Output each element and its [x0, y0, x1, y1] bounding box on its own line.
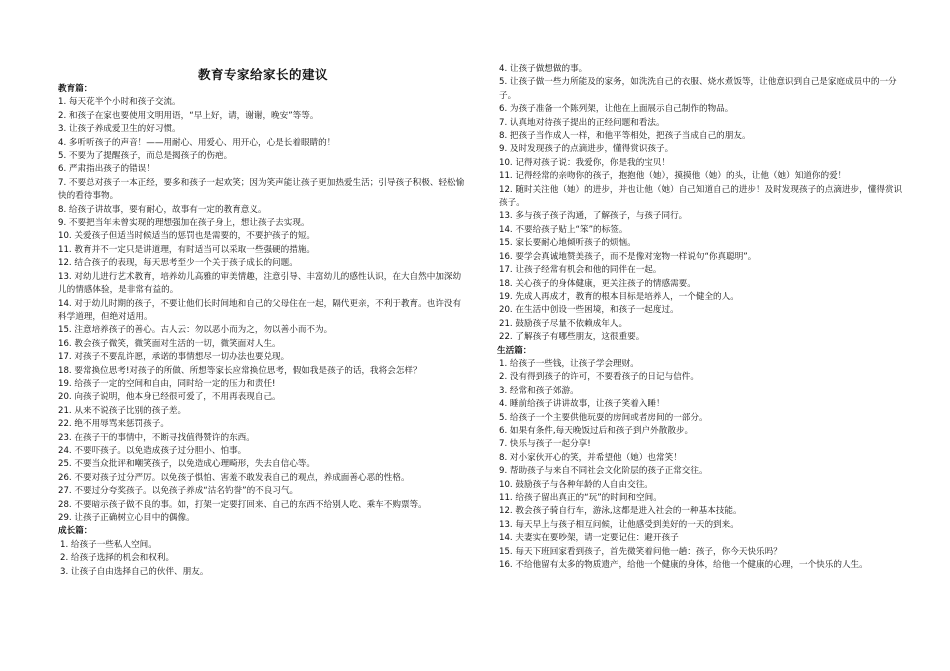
list-item: 5. 让孩子做一些力所能及的家务，如洗洗自己的衣服、烧水煮饭等，让他意识到自己是家庭成员中的一分子。 [499, 77, 897, 101]
list-item: 18. 要常换位思考!对孩子的所做、所想等家长应常换位思考，假如我是孩子的话，我将会怎样？ [58, 365, 422, 376]
list-item: 11. 记得经常的亲吻你的孩子，抱抱他（她），摸摸他（她）的头，让他（她）知道你的爱！ [499, 171, 847, 182]
list-item: 6. 为孩子准备一个陈列架，让他在上面展示自己制作的物品。 [499, 104, 734, 115]
list-item: 5. 给孩子一个主要供他玩耍的房间或者房间的一部分。 [499, 412, 708, 423]
list-item: 29. 让孩子正确树立心目中的偶像。 [58, 513, 195, 523]
right-column [497, 63, 909, 572]
list-item: 17. 对孩子不要乱许愿，承诺的事情想尽一切办法也要兑现。 [58, 352, 290, 363]
list-item: 16. 教会孩子微笑，微笑面对生活的一切，微笑面对人生。 [58, 338, 281, 349]
list-item: 19. 给孩子一定的空间和自由，同时给一定的压力和责任! [58, 378, 276, 389]
list-item: 16. 不给他留有太多的物质遗产，给他一个健康的身体，给他一个健康的心理，一个快乐的人生。 [499, 560, 868, 571]
list-item: 14. 对于幼儿时期的孩子，不要让他们长时间地和自己的父母住在一起，隔代更亲，不利于教育。也许没有科学道理，但绝对适用。 [58, 298, 462, 322]
list-item: 3. 让孩子自由选择自己的伙伴、朋友。 [60, 566, 209, 577]
list-item: 12. 随时关注他（她）的进步，并也让他（她）自己知道自己的进步！及时发现孩子的点滴进步，懂得赏识孩子。 [499, 184, 903, 209]
list-item: 16. 要学会真诚地赞美孩子，而不是像对宠物一样说句“你真聪明”。 [499, 251, 757, 262]
list-item: 14. 夫妻实在要吵架，请一定要记住：避开孩子 [499, 533, 679, 544]
list-item: 1. 每天花半个小时和孩子交流。 [58, 97, 181, 108]
section-heading-growth: 成长篇： [58, 526, 93, 537]
list-item: 8. 对小家伙开心的笑，并希望他（她）也常笑！ [499, 452, 682, 463]
list-item: 24. 不要吓孩子。以免造成孩子过分胆小、怕事。 [58, 445, 247, 456]
list-item: 22. 绝不用辱骂来惩罚孩子。 [58, 419, 169, 430]
life-list [497, 358, 909, 573]
list-item: 4. 多听听孩子的声音！——用耐心、用爱心、用开心，心是长着眼睛的！ [58, 137, 336, 148]
list-item: 6. 如果有条件,每天晚饭过后和孩子到户外散散步。 [499, 425, 694, 436]
growth-list-left [58, 539, 468, 579]
list-item: 20. 向孩子说明，他本身已经很可爱了，不用再表现自己。 [58, 392, 281, 403]
list-item: 9. 帮助孩子与来自不同社会文化阶层的孩子正常交往。 [499, 466, 708, 477]
page-title: 教育专家给家长的建议 [197, 67, 328, 82]
list-item: 15. 家长要耐心地倾听孩子的烦恼。 [499, 238, 636, 249]
list-item: 18. 关心孩子的身体健康，更关注孩子的情感需要。 [499, 278, 696, 289]
list-item: 25. 不要当众批评和嘲笑孩子，以免造成心理畸形，失去自信心等。 [58, 459, 316, 470]
list-item: 8. 给孩子讲故事，要有耐心，故事有一定的教育意义。 [58, 204, 267, 215]
list-item: 14. 不要给孩子贴上“笨”的标签。 [499, 224, 628, 235]
list-item: 15. 每天下班回家看到孩子，首先微笑着问他一趟：孩子，你今天快乐吗？ [499, 546, 782, 557]
list-item: 28. 不要暗示孩子做不良的事。如，打架一定要打回来、自己的东西不给别人吃、乘车不购票等。 [58, 499, 427, 510]
list-item: 12. 教会孩子骑自行车，游泳,这都是进入社会的一种基本技能。 [499, 506, 742, 517]
list-item: 4. 让孩子做想做的事。 [499, 64, 588, 74]
list-item: 3. 让孩子养成爱卫生的好习惯。 [58, 124, 181, 135]
list-item: 11. 给孩子留出真正的“玩”的时间和空间。 [499, 493, 662, 503]
list-item: 21. 鼓励孩子尽量不依赖成年人。 [499, 318, 628, 329]
list-item: 9. 及时发现孩子的点滴进步，懂得赏识孩子。 [499, 144, 674, 155]
list-item: 13. 对幼儿进行艺术教育，培养幼儿高雅的审美情趣，注意引导、丰富幼儿的感性认识，在大自然中加深幼儿的情感体验，是非常有益的。 [58, 271, 462, 296]
list-item: 1. 给孩子一些钱，让孩子学会理财。 [499, 358, 639, 369]
list-item: 26. 不要对孩子过分严厉。以免孩子惧怕、害羞不敢发表自己的观点，养成面善心恶的性格。 [58, 472, 410, 483]
list-item: 1. 给孩子一些私人空间。 [60, 539, 157, 550]
list-item: 22. 了解孩子有哪些朋友，这很重要。 [499, 332, 645, 343]
list-item: 5. 不要为了提醒孩子，而总是揭孩子的伤疤。 [58, 151, 233, 162]
list-item: 15. 注意培养孩子的善心。古人云：勿以恶小而为之，勿以善小而不为。 [58, 325, 333, 336]
section-heading-life: 生活篇： [497, 345, 532, 356]
list-item: 7. 认真地对待孩子提出的正经问题和看法。 [499, 117, 665, 128]
list-item: 7. 不要总对孩子一本正经，要多和孩子一起欢笑；因为笑声能让孩子更加热爱生活；引导孩子积极、轻松愉快的看待事物。 [58, 177, 465, 202]
list-item: 23. 在孩子干的事情中，不断寻找值得赞许的东西。 [58, 432, 255, 443]
list-item: 17. 让孩子经常有机会和他的同伴在一起。 [499, 265, 662, 276]
list-item: 3. 经常和孩子郊游。 [499, 385, 579, 396]
list-item: 2. 和孩子在家也要使用文明用语，“早上好，请，谢谢，晚安”等等。 [58, 110, 319, 121]
list-item: 27. 不要过分夸奖孩子。以免孩子养成“沽名钓誉”的不良习气。 [58, 486, 299, 497]
list-item: 21. 从来不说孩子比别的孩子差。 [58, 405, 187, 416]
list-item: 13. 多与孩子孩子沟通，了解孩子，与孩子同行。 [499, 211, 688, 222]
list-item: 8. 把孩子当作成人一样，和他平等相处，把孩子当成自己的朋友。 [499, 131, 751, 142]
list-item: 20. 在生活中创设一些困境，和孩子一起度过。 [499, 305, 679, 316]
growth-list-right [497, 63, 909, 345]
list-item: 19. 先成人再成才，教育的根本目标是培养人，一个健全的人。 [499, 291, 739, 302]
list-item: 9. 不要把当年未曾实现的理想强加在孩子身上，想让孩子去实现。 [58, 218, 310, 229]
list-item: 2. 给孩子选择的机会和权利。 [60, 553, 175, 564]
list-item: 13. 每天早上与孩子相互问候，让他感受到美好的一天的到来。 [499, 519, 739, 530]
list-item: 6. 严肃指出孩子的错误！ [58, 164, 155, 175]
left-column [58, 66, 468, 579]
list-item: 4. 睡前给孩子讲讲故事，让孩子笑着入睡！ [499, 399, 665, 410]
list-item: 10. 鼓励孩子与各种年龄的人自由交往。 [499, 479, 653, 490]
section-heading-education: 教育篇： [58, 84, 93, 94]
list-item: 12. 结合孩子的表现，每天思考至少一个关于孩子成长的问题。 [58, 258, 298, 269]
list-item: 2. 没有得到孩子的许可，不要看孩子的日记与信件。 [499, 372, 699, 383]
list-item: 10. 记得对孩子说：我爱你，你是我的宝贝！ [499, 157, 671, 168]
list-item: 7. 快乐与孩子一起分享! [499, 439, 591, 450]
list-item: 11. 教育并不一定只是讲道理，有时适当可以采取一些强硬的措施。 [58, 244, 316, 255]
education-list [58, 96, 468, 525]
list-item: 10. 关爱孩子但适当时候适当的惩罚也是需要的，不要护孩子的短。 [58, 231, 316, 242]
